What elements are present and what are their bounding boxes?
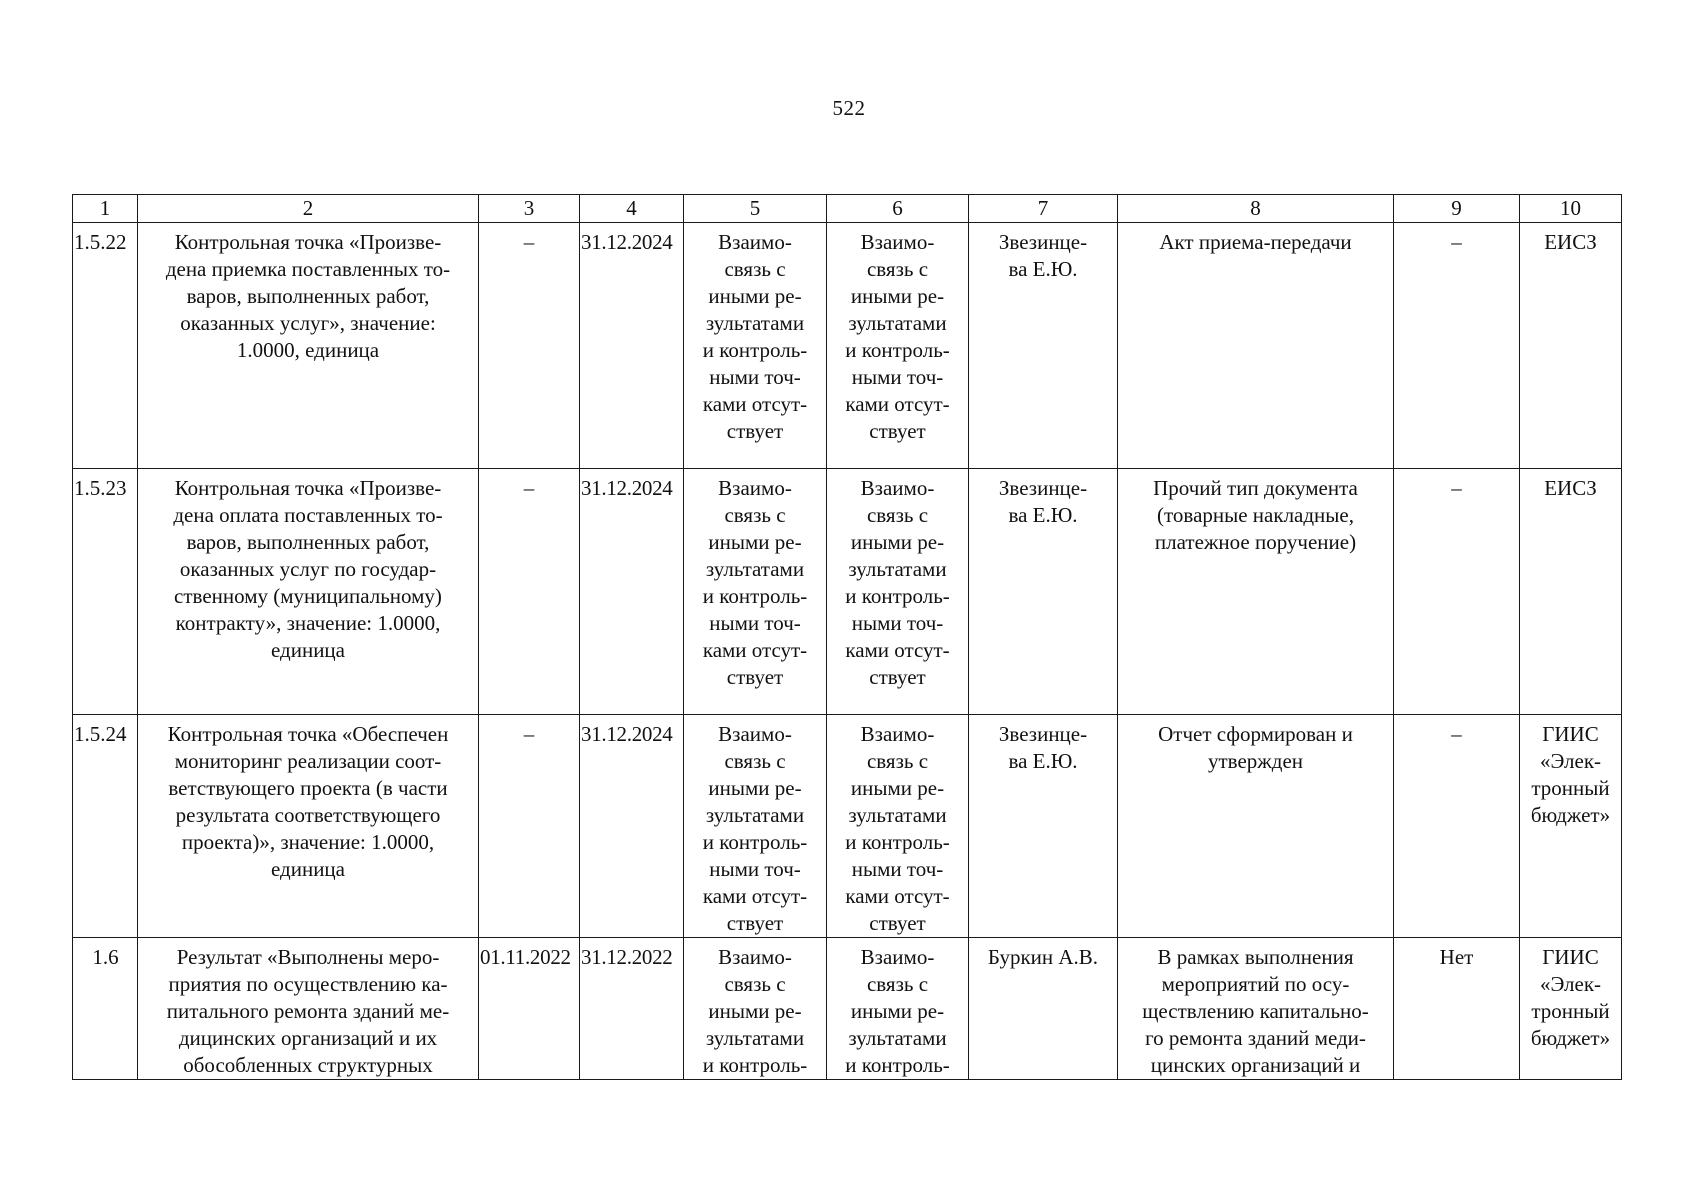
row-end-date-text: 31.12.2022	[581, 945, 673, 969]
table-row	[73, 938, 1622, 1080]
row-col9-text: Нет	[1439, 945, 1474, 969]
row-system	[1520, 223, 1622, 469]
row-col6	[827, 938, 969, 1080]
row-end-date-text: 31.12.2024	[581, 722, 673, 746]
row-col6-text: Взаимо- связь с иными ре- зультатами и контроль-	[845, 945, 950, 1077]
data-table	[72, 194, 1622, 1080]
table-row	[73, 223, 1622, 469]
table-row	[73, 469, 1622, 715]
row-end-date	[580, 938, 684, 1080]
row-end-date-text: 31.12.2024	[581, 230, 673, 254]
row-name-text: Контрольная точка «Произве- дена приемка поставленных то- варов, выполненных работ, оказанных услуг», значение: 1.0000, единица	[165, 230, 451, 362]
column-header-5: 5	[684, 195, 827, 223]
row-start-date-text: –	[523, 230, 535, 254]
column-header-3: 3	[479, 195, 580, 223]
row-start-date	[479, 938, 580, 1080]
column-header-2: 2	[138, 195, 479, 223]
row-system	[1520, 469, 1622, 715]
row-start-date-text: –	[523, 476, 535, 500]
row-system	[1520, 715, 1622, 938]
row-name-text: Контрольная точка «Произве- дена оплата поставленных то- варов, выполненных работ, оказанных услуг по государ- ственному (муниципальному) контракту», значение: 1.0000, единица	[173, 476, 443, 662]
row-end-date	[580, 469, 684, 715]
row-end-date	[580, 715, 684, 938]
row-col9	[1394, 223, 1520, 469]
row-system	[1520, 938, 1622, 1080]
row-document-text: В рамках выполнения мероприятий по осу- ществлению капитально- го ремонта зданий меди- цинских организаций и	[1142, 945, 1369, 1077]
column-header-8: 8	[1118, 195, 1394, 223]
row-name	[138, 715, 479, 938]
row-number	[73, 469, 138, 715]
row-end-date	[580, 223, 684, 469]
row-responsible	[969, 223, 1118, 469]
row-col9-text: –	[1451, 722, 1462, 746]
row-document-text: Акт приема-передачи	[1159, 230, 1352, 254]
row-col5	[684, 938, 827, 1080]
row-col9	[1394, 469, 1520, 715]
page-number: 522	[832, 96, 866, 120]
row-col5-text: Взаимо- связь с иными ре- зультатами и контроль-	[702, 945, 808, 1077]
row-responsible	[969, 469, 1118, 715]
row-system-text: ЕИСЗ	[1544, 476, 1597, 500]
row-system-text: ЕИСЗ	[1544, 230, 1597, 254]
row-document	[1118, 715, 1394, 938]
row-col9-text: –	[1451, 230, 1462, 254]
row-responsible	[969, 938, 1118, 1080]
column-header-4: 4	[580, 195, 684, 223]
row-name	[138, 938, 479, 1080]
column-header-7: 7	[969, 195, 1118, 223]
row-col5-text: Взаимо- связь с иными ре- зультатами и контроль- ными точ- ками отсут- ствует	[702, 722, 808, 935]
row-name-text: Результат «Выполнены меро- приятия по осуществлению ка- питального ремонта зданий ме- дицинских организаций и их обособленных структурных	[166, 945, 450, 1077]
row-name	[138, 469, 479, 715]
row-number	[73, 223, 138, 469]
table-row	[73, 715, 1622, 938]
row-document	[1118, 938, 1394, 1080]
row-responsible-text: Буркин А.В.	[987, 945, 1099, 969]
column-header-6: 6	[827, 195, 969, 223]
row-number	[73, 715, 138, 938]
row-document-text: Прочий тип документа (товарные накладные, платежное поручение)	[1153, 476, 1358, 554]
row-col6	[827, 223, 969, 469]
column-header-9: 9	[1394, 195, 1520, 223]
row-start-date	[479, 223, 580, 469]
row-responsible-text: Звезинце- ва Е.Ю.	[998, 476, 1088, 527]
row-col5-text: Взаимо- связь с иными ре- зультатами и контроль- ными точ- ками отсут- ствует	[702, 230, 808, 443]
row-name	[138, 223, 479, 469]
row-document	[1118, 223, 1394, 469]
row-responsible-text: Звезинце- ва Е.Ю.	[998, 722, 1088, 773]
row-system-text: ГИИС «Элек- тронный бюджет»	[1530, 722, 1611, 827]
row-end-date-text: 31.12.2024	[581, 476, 673, 500]
row-start-date	[479, 469, 580, 715]
row-name-text: Контрольная точка «Обеспечен мониторинг реализации соот- ветствующего проекта (в части результата соответствующего проекта)», значение: 1.0000, единица	[167, 722, 449, 881]
row-col5-text: Взаимо- связь с иными ре- зультатами и контроль- ными точ- ками отсут- ствует	[702, 476, 808, 689]
row-number	[73, 938, 138, 1080]
row-col6-text: Взаимо- связь с иными ре- зультатами и контроль- ными точ- ками отсут- ствует	[845, 476, 950, 689]
row-start-date	[479, 715, 580, 938]
row-number-text: 1.5.22	[74, 230, 127, 254]
row-system-text: ГИИС «Элек- тронный бюджет»	[1530, 945, 1611, 1050]
row-col6-text: Взаимо- связь с иными ре- зультатами и контроль- ными точ- ками отсут- ствует	[845, 722, 950, 935]
row-col6-text: Взаимо- связь с иными ре- зультатами и контроль- ными точ- ками отсут- ствует	[845, 230, 950, 443]
row-start-date-text: –	[523, 722, 535, 746]
row-number-text: 1.5.24	[74, 722, 127, 746]
header-row	[73, 195, 1622, 223]
row-col9	[1394, 938, 1520, 1080]
row-col9-text: –	[1451, 476, 1462, 500]
row-number-text: 1.5.23	[74, 476, 127, 500]
row-responsible-text: Звезинце- ва Е.Ю.	[998, 230, 1088, 281]
column-header-10: 10	[1520, 195, 1622, 223]
row-number-text: 1.6	[92, 945, 119, 969]
row-document-text: Отчет сформирован и утвержден	[1158, 722, 1353, 773]
row-start-date-text: 01.11.2022	[480, 945, 571, 969]
row-col9	[1394, 715, 1520, 938]
row-document	[1118, 469, 1394, 715]
row-col5	[684, 715, 827, 938]
row-col6	[827, 715, 969, 938]
column-header-1: 1	[73, 195, 138, 223]
row-col5	[684, 469, 827, 715]
row-responsible	[969, 715, 1118, 938]
row-col5	[684, 223, 827, 469]
row-col6	[827, 469, 969, 715]
